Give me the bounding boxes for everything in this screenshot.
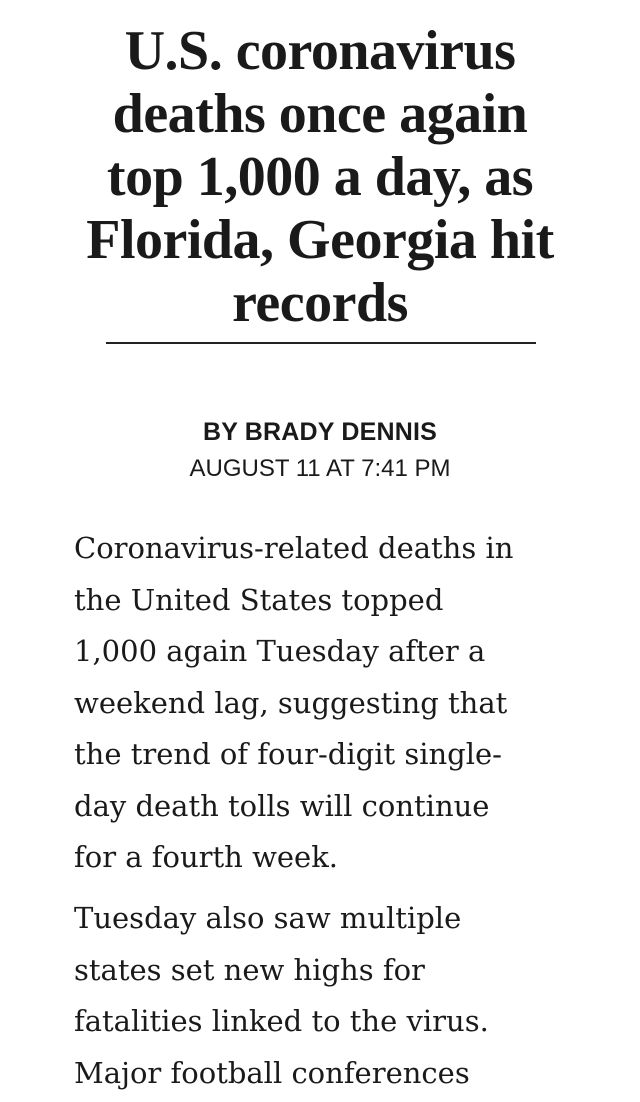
paragraph-line: Tuesday also saw multiple <box>74 901 462 935</box>
paragraph-line: fatalities linked to the virus. <box>74 1004 489 1038</box>
body-paragraph <box>74 893 574 1099</box>
headline-divider <box>106 342 536 344</box>
paragraph-line: the United States topped <box>74 582 444 617</box>
headline-line: top 1,000 a day, as <box>106 146 534 208</box>
paragraph-line: states set new highs for <box>74 952 425 987</box>
headline-line: Florida, Georgia hit <box>86 209 554 271</box>
publish-timestamp: AUGUST 11 AT 7:41 PM <box>189 455 451 482</box>
headline <box>60 20 580 335</box>
paragraph-line: for a fourth week. <box>74 840 339 874</box>
headline-line: records <box>232 272 408 334</box>
paragraph-line: 1,000 again Tuesday after a <box>74 634 486 668</box>
paragraph-line: the trend of four-digit single- <box>74 737 502 771</box>
headline-line: deaths once again <box>112 83 528 145</box>
paragraph-line: Major football conferences <box>74 1055 470 1090</box>
headline-line: U.S. coronavirus <box>124 20 516 82</box>
paragraph-line: Coronavirus-related deaths in <box>74 531 514 565</box>
paragraph-line: weekend lag, suggesting that <box>74 685 508 720</box>
body-paragraph <box>74 523 574 884</box>
byline: BY BRADY DENNIS <box>202 418 438 446</box>
paragraph-line: day death tolls will continue <box>74 788 490 823</box>
